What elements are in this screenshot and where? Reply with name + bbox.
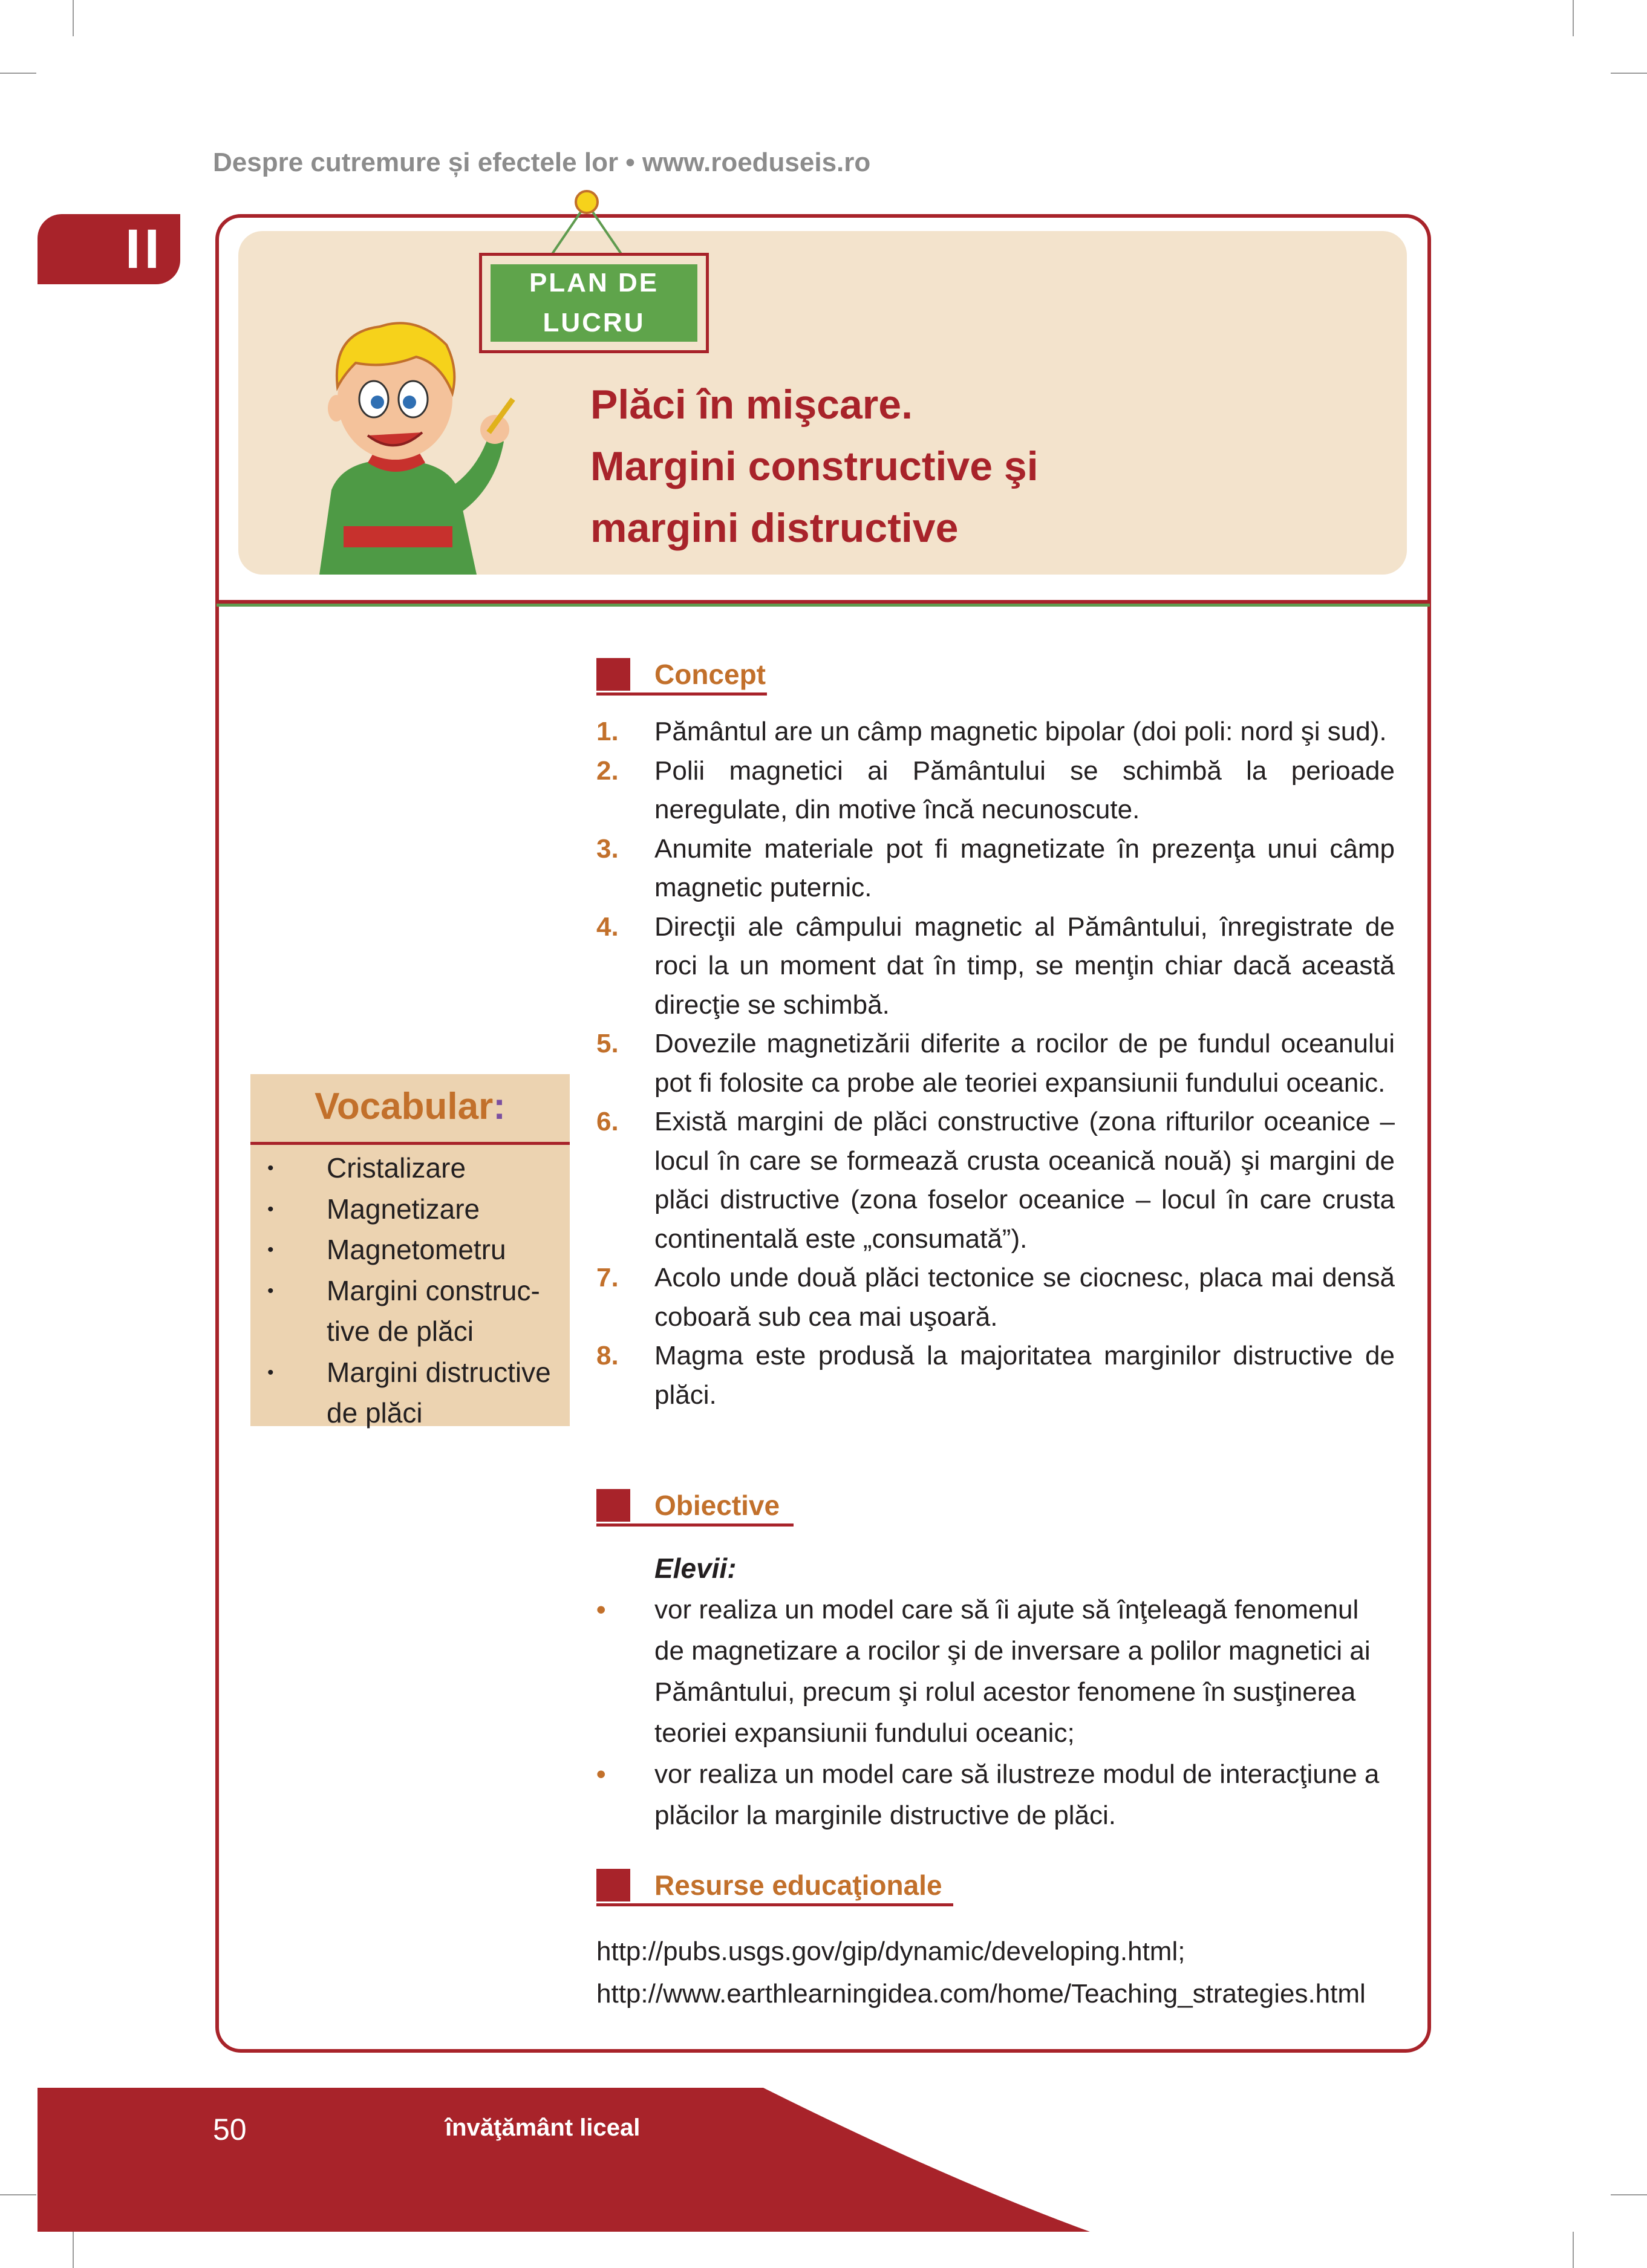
list-item [260,1230,563,1271]
plan-sign-inner [488,262,700,344]
resource-link[interactable]: http://www.earthlearningidea.com/home/Teaching_strategies.html [596,1979,1366,2009]
lesson-title-line: Margini constructive şi [590,443,1039,489]
bullet-icon: • [267,1240,274,1260]
bullet-icon: • [267,1280,274,1301]
divider-line-green [217,604,1430,607]
crop-mark [1611,2194,1647,2195]
item-text: Polii magnetici ai Pământului se schimbă la perioade neregulate, din motive încă necunoscute. [654,755,1395,824]
lesson-title-line: Plăci în mişcare. [590,382,913,428]
lesson-title-line: margini distructive [590,505,959,551]
chapter-tab [38,214,180,284]
list-item [596,1103,1395,1259]
item-number: 5. [596,1029,619,1058]
list-item [260,1352,563,1434]
vocabulary-title [250,1074,570,1139]
item-text: Margini distructive de plăci [327,1356,551,1429]
item-number: 1. [596,717,619,746]
item-text: Margini construc-tive de plăci [327,1274,540,1347]
concept-list [596,712,1395,1415]
vocabulary-box [250,1074,570,1429]
objectives-heading-text: Obiective [654,1490,780,1521]
plan-sign-line1: PLAN DE [529,268,659,298]
item-text: Există margini de plăci constructive (zona rifturilor oceanice – locul în care se formează crusta oceanică nouă) şi margini de plăci distructive (zona foselor oceanice – locul în care crusta continentală este „consumată”). [654,1107,1395,1254]
objectives-intro: Elevii: [654,1553,737,1584]
bullet-icon: • [596,1595,606,1624]
vocabulary-divider [250,1142,570,1145]
plan-sign-line2: LUCRU [543,308,645,337]
objectives-list [596,1589,1395,1836]
crop-mark [0,2194,36,2195]
item-text: Cristalizare [327,1152,466,1184]
crop-mark [1573,0,1574,36]
item-number: 2. [596,755,619,786]
chapter-label: II [125,218,163,280]
item-text: Acolo unde două plăci tectonice se ciocnesc, placa mai densă coboară sub cea mai uşoară. [654,1263,1395,1332]
list-item [596,908,1395,1025]
resources-heading-text: Resurse educaţionale [654,1869,942,1901]
item-text: Magma este produsă la majoritatea marginilor distructive de plăci. [654,1341,1395,1410]
crop-mark [73,0,74,36]
list-item [596,1754,1395,1836]
item-number: 8. [596,1341,619,1370]
heading-underline [596,1523,794,1527]
bullet-icon: • [267,1158,274,1178]
bullet-icon: • [596,1759,606,1789]
heading-square-icon [596,658,630,691]
list-item [596,1337,1395,1415]
list-item [596,830,1395,908]
crop-mark [0,73,36,74]
item-number: 4. [596,911,619,942]
crop-mark [1611,73,1647,74]
item-text: vor realiza un model care să ilustreze modul de interacţiune a plăcilor la marginile distructive de plăci. [654,1759,1380,1830]
heading-square-icon [596,1869,630,1901]
concept-heading-text: Concept [654,659,766,690]
resource-link[interactable]: http://pubs.usgs.gov/gip/dynamic/developing.html; [596,1937,1186,1966]
item-text: Dovezile magnetizării diferite a rocilor de pe fundul oceanului pot fi folosite ca probe ale teoriei expansiunii fundului oceanic. [654,1029,1395,1098]
crop-mark [1573,2232,1574,2268]
footer-band [38,2088,1090,2232]
item-text: Anumite materiale pot fi magnetizate în prezenţa unui câmp magnetic puternic. [654,833,1395,902]
cartoon-boy-icon [295,308,519,575]
lesson-title [590,374,1039,559]
resources-links [596,1931,1366,2015]
heading-underline [596,692,767,696]
vocabulary-list [260,1148,563,1434]
running-header: Despre cutremure și efectele lor • www.roeduseis.ro [213,148,871,177]
bullet-icon: • [267,1362,274,1383]
list-item [596,752,1395,830]
vocabulary-colon: : [493,1086,506,1127]
item-text: Magnetometru [327,1234,506,1265]
list-item [260,1271,563,1352]
item-text: Magnetizare [327,1193,480,1225]
item-text: vor realiza un model care să îi ajute să înţeleagă fenomenul de magnetizare a rocilor şi de inversare a polilor magnetici ai Pământului, precum şi rolul acestor fenomene în susţinerea teoriei expansiunii fundului oceanic; [654,1595,1371,1748]
item-text: Direcţii ale câmpului magnetic al Pământului, înregistrate de roci la un moment dat în timp, se menţin chiar dacă această direcţie se schimbă. [654,911,1395,1020]
list-item [596,1259,1395,1337]
sign-hanger-icon [538,185,659,264]
vocabulary-title-text: Vocabular [315,1086,494,1127]
list-item [596,1025,1395,1103]
item-number: 3. [596,833,619,864]
list-item [596,1589,1395,1754]
list-item [596,712,1395,752]
item-text: Pământul are un câmp magnetic bipolar (doi poli: nord şi sud). [654,717,1387,746]
list-item [260,1148,563,1189]
item-number: 6. [596,1107,619,1136]
heading-underline [596,1903,953,1906]
bullet-icon: • [267,1199,274,1219]
heading-square-icon [596,1489,630,1522]
item-number: 7. [596,1263,619,1292]
list-item [260,1189,563,1230]
crop-mark [73,2232,74,2268]
page-number: 50 [213,2113,247,2146]
footer-text: învăţământ liceal [445,2114,641,2141]
